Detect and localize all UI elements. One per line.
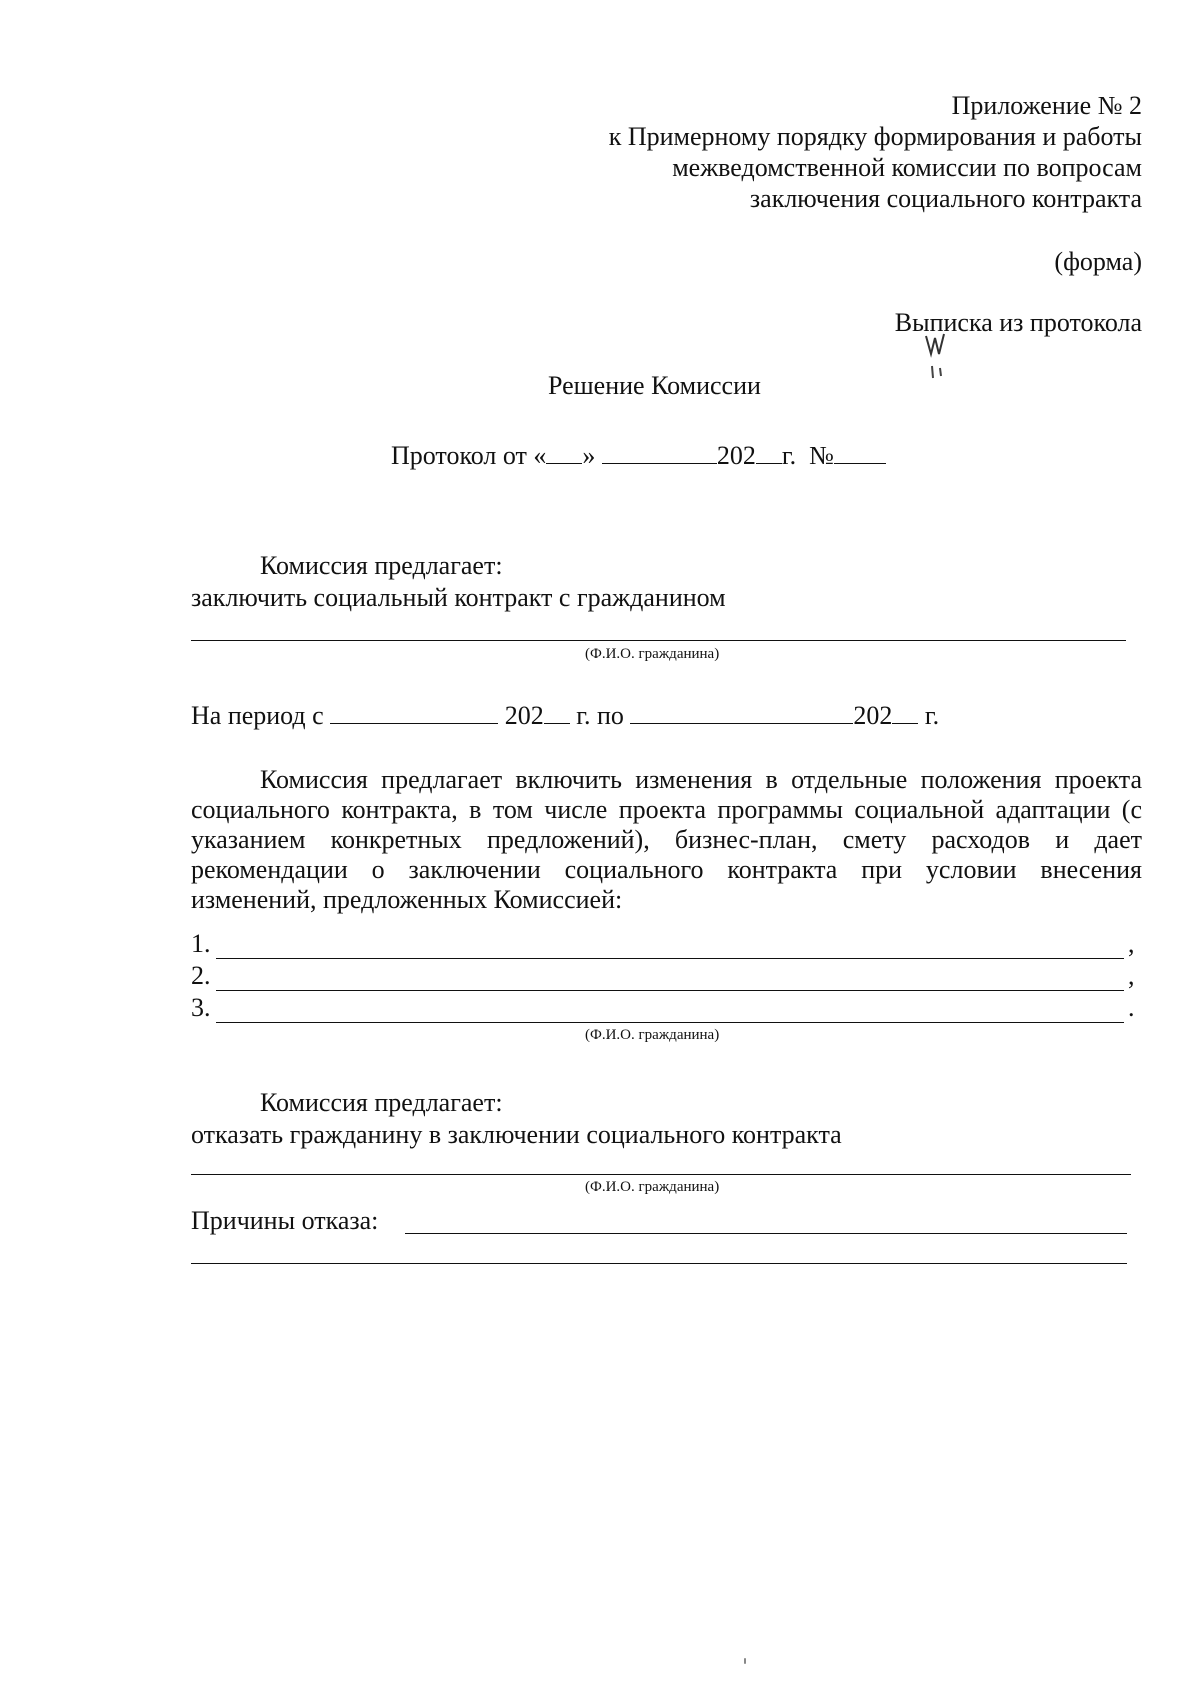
refusal-reason-line-2: [191, 1263, 1127, 1264]
citizen-name-line-3: [191, 1174, 1131, 1175]
section2-paragraph: [191, 765, 1142, 915]
appendix-title: Приложение № 2: [951, 91, 1142, 120]
protocol-year: 202: [716, 441, 756, 470]
protocol-quote-close: »: [582, 441, 596, 470]
period-prefix: На период с: [191, 701, 324, 730]
protocol-year-blank: [756, 462, 782, 464]
protocol-number-blank: [834, 462, 886, 464]
section1-heading: Комиссия предлагает:: [260, 551, 503, 580]
citizen-name-caption-2: (Ф.И.О. гражданина): [585, 1027, 720, 1043]
period-end-blank: [630, 722, 853, 724]
decision-title: Решение Комиссии: [548, 371, 761, 400]
protocol-prefix: Протокол от «: [391, 441, 547, 470]
refusal-reason-line-1: [405, 1233, 1127, 1234]
protocol-day-blank: [546, 462, 582, 464]
appendix-subtitle-line-1: к Примерному порядку формирования и работы: [608, 122, 1142, 151]
period-mid: г. по: [576, 701, 624, 730]
period-suffix: г.: [924, 701, 940, 730]
citizen-name-caption-1: (Ф.И.О. гражданина): [585, 646, 720, 662]
proposal-item-3-number: 3.: [191, 993, 211, 1022]
protocol-number-sign: №: [809, 441, 834, 470]
section2-paragraph-text: Комиссия предлагает включить изменения в отдельные положения проекта социального контракта, в том числе проекта программы социальной адаптации (с указанием конкретных предложений), бизнес-план, смету расходов и дает рекомендации о заключении социального контракта при условии внесения изменений, предложенных Комиссией:: [191, 765, 1142, 914]
appendix-subtitle-line-3: заключения социального контракта: [749, 184, 1142, 213]
handwritten-initials-mark: [922, 328, 952, 390]
scan-speck: [744, 1658, 746, 1664]
proposal-item-2-line: [216, 990, 1124, 991]
proposal-item-1-end: ,: [1128, 929, 1135, 958]
proposal-item-1-number: 1.: [191, 929, 211, 958]
extract-label: Выписка из протокола: [894, 308, 1142, 337]
protocol-month-blank: [602, 462, 717, 464]
period-start-blank: [330, 722, 498, 724]
protocol-year-suffix: г.: [781, 441, 797, 470]
period-year-1-blank: [544, 722, 570, 724]
section3-text: отказать гражданину в заключении социального контракта: [191, 1120, 842, 1149]
proposal-item-2-number: 2.: [191, 961, 211, 990]
proposal-item-3-end: .: [1128, 993, 1135, 1022]
citizen-name-caption-3: (Ф.И.О. гражданина): [585, 1179, 720, 1195]
proposal-item-2-end: ,: [1128, 961, 1135, 990]
section3-heading: Комиссия предлагает:: [260, 1088, 503, 1117]
proposal-item-3-line: [216, 1022, 1124, 1023]
protocol-line: [391, 440, 886, 471]
period-year-1: 202: [504, 701, 544, 730]
refusal-label: Причины отказа:: [191, 1206, 379, 1235]
form-label: (форма): [1054, 247, 1142, 276]
period-year-2-blank: [892, 722, 918, 724]
appendix-subtitle-line-2: межведомственной комиссии по вопросам: [672, 153, 1142, 182]
period-line: [191, 700, 939, 731]
section1-text: заключить социальный контракт с гражданином: [191, 583, 726, 612]
period-year-2: 202: [853, 701, 893, 730]
proposal-item-1-line: [216, 958, 1124, 959]
citizen-name-line-1: [191, 640, 1126, 641]
